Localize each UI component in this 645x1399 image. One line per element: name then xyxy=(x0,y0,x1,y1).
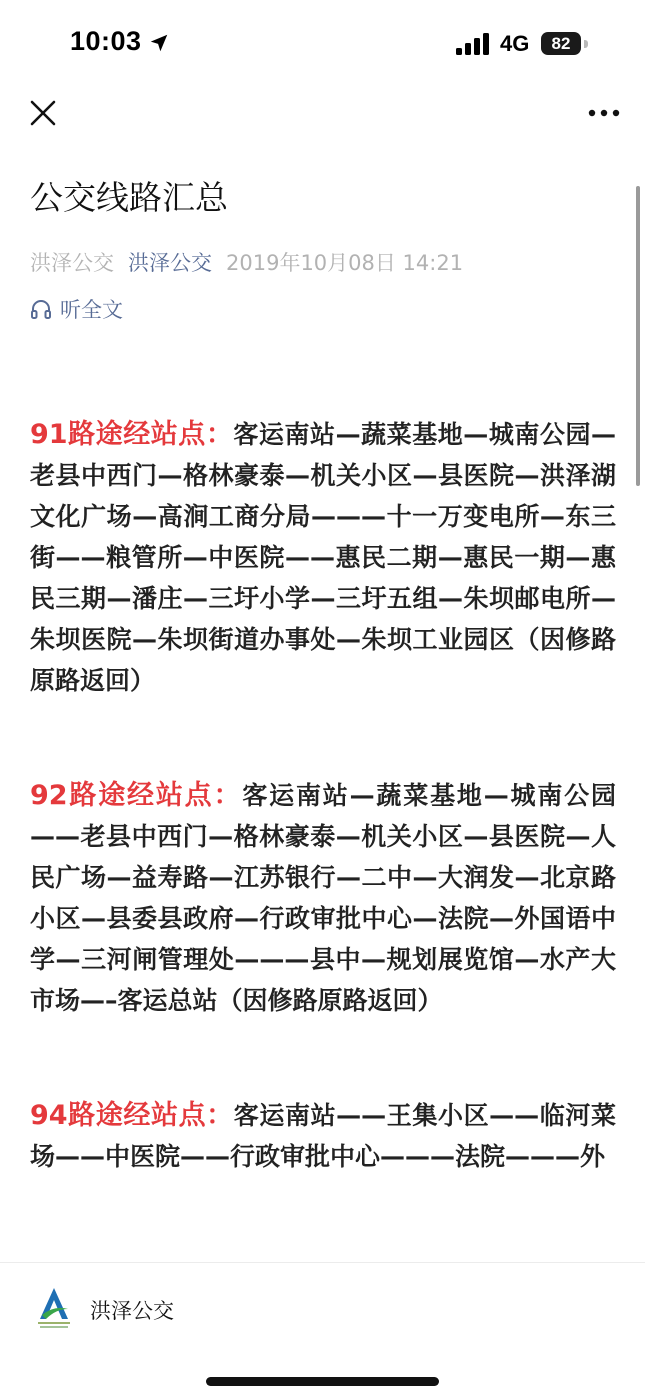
article-author: 洪泽公交 xyxy=(30,251,114,275)
publish-date: 2019年10月08日 14:21 xyxy=(226,251,464,275)
scrollbar[interactable] xyxy=(636,186,640,486)
cellular-signal-icon xyxy=(456,33,492,55)
battery-tip xyxy=(584,40,588,48)
listen-full-text-button[interactable] xyxy=(30,292,616,326)
status-bar xyxy=(0,0,645,88)
route-paragraph-94 xyxy=(30,1095,616,1177)
status-time: 10:03 xyxy=(70,26,142,56)
article-meta xyxy=(30,248,616,278)
route-paragraph-92 xyxy=(30,775,616,1021)
listen-label: 听全文 xyxy=(60,298,123,322)
home-indicator[interactable] xyxy=(206,1377,439,1386)
route-paragraph-91 xyxy=(30,414,616,701)
close-icon[interactable] xyxy=(26,96,60,130)
account-link[interactable]: 洪泽公交 xyxy=(128,251,212,275)
route-stops: 客运南站—蔬菜基地—城南公园——老县中西门—格林豪泰—机关小区—县医院—人民广场—益寿路—江苏银行—二中—大润发—北京路小区—县委县政府—行政审批中心—法院—外国语中学—三河闸管理处———县中—规划展览馆—水产大市场—–客运总站（因修路原路返回） xyxy=(30,781,616,1015)
route-stops: 客运南站—蔬菜基地—城南公园—老县中西门—格林豪泰—机关小区—县医院—洪泽湖文化广场—高涧工商分局———十一万变电所—东三街——粮管所—中医院——惠民二期—惠民一期—惠民三期—潘庄—三圩小学—三圩五组—朱坝邮电所—朱坝医院—朱坝街道办事处—朱坝工业园区（因修路原路返回） xyxy=(30,420,616,695)
article xyxy=(30,170,616,1177)
battery-indicator: 82 xyxy=(541,32,581,55)
location-arrow-icon xyxy=(148,32,170,54)
article-title: 公交线路汇总 xyxy=(30,178,228,217)
bottom-account-bar[interactable] xyxy=(0,1262,645,1399)
account-logo-icon[interactable] xyxy=(34,1285,74,1331)
headphones-icon xyxy=(30,298,52,320)
route-label: 91路途经站点： xyxy=(30,419,234,450)
bottom-account-name[interactable]: 洪泽公交 xyxy=(90,1299,174,1323)
route-label: 94路途经站点： xyxy=(30,1100,234,1131)
route-label: 92路途经站点： xyxy=(30,780,243,811)
more-dots-icon[interactable] xyxy=(584,96,624,130)
network-type: 4G xyxy=(500,31,530,56)
nav-bar xyxy=(0,88,645,140)
route-stops: 客运南站——王集小区——临河菜场——中医院——行政审批中心———法院———外 xyxy=(30,1101,616,1171)
